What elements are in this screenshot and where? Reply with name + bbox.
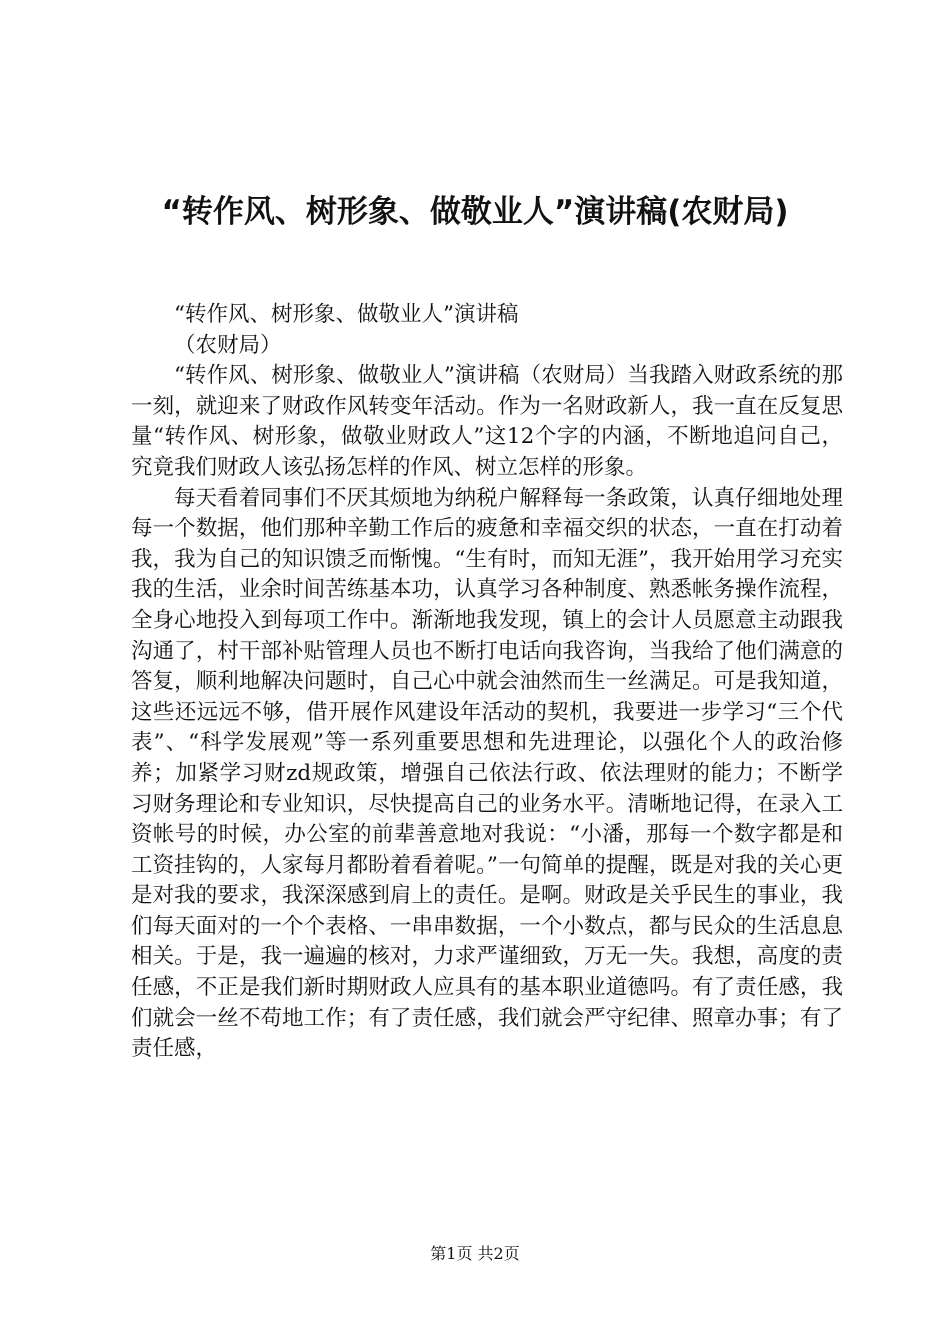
paragraph-main: 每天看着同事们不厌其烦地为纳税户解释每一条政策，认真仔细地处理每一个数据，他们那种辛勤工作后的疲惫和幸福交织的状态，一直在打动着我，我为自己的知识馈乏而惭愧。“生有时，而知无涯”，我开始用学习充实我的生活，业余时间苦练基本功，认真学习各种制度、熟悉帐务操作流程，全身心地投入到每项工作中。渐渐地我发现，镇上的会计人员愿意主动跟我沟通了，村干部补贴管理人员也不断打电话向我咨询，当我给了他们满意的答复，顺利地解决问题时，自己心中就会油然而生一丝满足。可是我知道，这些还远远不够，借开展作风建设年活动的契机，我要进一步学习“三个代表”、“科学发展观”等一系列重要思想和先进理论，以强化个人的政治修养；加紧学习财zd规政策，增强自己依法行政、依法理财的能力；不断学习财务理论和专业知识，尽快提高自己的业务水平。清晰地记得，在录入工资帐号的时候，办公室的前辈善意地对我说：“小潘，那每一个数字都是和工资挂钩的，人家每月都盼着看着呢。”一句简单的提醒，既是对我的关心更是对我的要求，我深深感到肩上的责任。是啊。财政是关乎民生的事业，我们每天面对的一个个表格、一串串数据，一个小数点，都与民众的生活息息相关。于是，我一遍遍的核对，力求严谨细致，万无一失。我想，高度的责任感，不正是我们新时期财政人应具有的基本职业道德吗。有了责任感，我们就会一丝不苟地工作；有了责任感，我们就会严守纪律、照章办事；有了责任感，: [131, 485, 843, 1062]
paragraph-subtitle: “转作风、树形象、做敬业人”演讲稿: [174, 302, 519, 327]
document-body: [131, 300, 843, 1065]
page-number: 第1页 共2页: [430, 1244, 520, 1263]
paragraph-subtitle-org: （农财局）: [174, 332, 282, 358]
paragraph-intro: “转作风、树形象、做敬业人”演讲稿（农财局）当我踏入财政系统的那一刻，就迎来了财政作风转变年活动。作为一名财政新人，我一直在反复思量“转作风、树形象，做敬业财政人”这12个字的内涵，不断地追问自己，究竟我们财政人该弘扬怎样的作风、树立怎样的形象。: [131, 363, 843, 480]
document-title: “转作风、树形象、做敬业人”演讲稿(农财局): [161, 194, 789, 230]
